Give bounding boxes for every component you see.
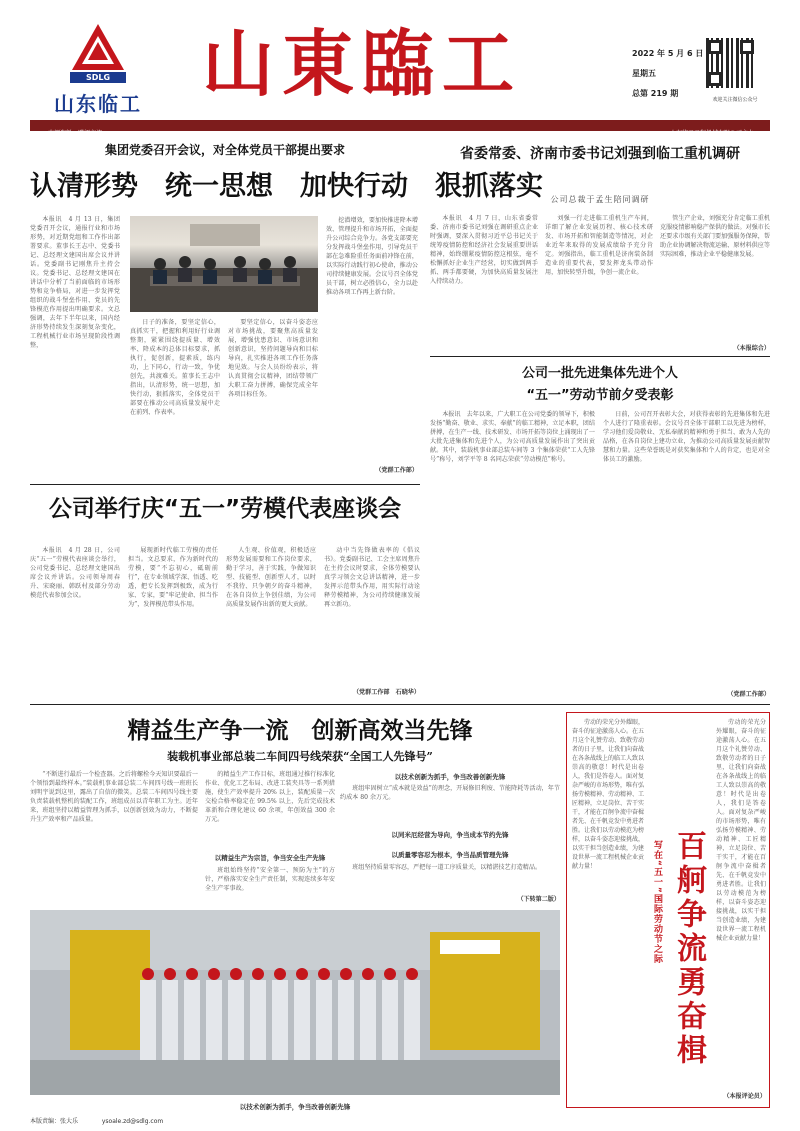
logo-cn: 山东临工: [54, 92, 142, 116]
qr-code-icon: [706, 38, 756, 88]
right-band-text: 山东临工工程机械有限公司主办: [669, 130, 754, 137]
article5-photo: [30, 910, 560, 1095]
article3-col2: 日前，公司召开表彰大会，对获得表彰的先进集体和先进个人进行了隆重表彰。会议号召全体干部职工以先进为榜样，学习他们爱岗敬业、无私奉献的精神和勇于担当、敢为人先的品格，在各自岗位上建功立业，为推动公司高质量发展贡献智慧和力量。这些荣誉既是对获奖集体和个人的肯定，也是对全体员工的激励。: [603, 411, 770, 463]
article1-col1: 本报讯 4 月 13 日，集团党委召开会议，通报行业和市场形势，对近期党组和工作作出部署要求。董事长王志中、党委书记、总经理文建国出席会议并讲话。党委副书记刚焦升主持会议。党委书记、总经理文建国在讲话中分析了当前面临的市场形势和竞争格局，对进一步发挥党组织的战斗堡垒作用、党员的先锋模范作用提出明确要求。文总强调，去年下半年以来，国内经济形势持续发生深刻复杂变化，工程机械行业市场呈现阶段性调整，: [30, 216, 120, 349]
article1-kicker: 集团党委召开会议，对全体党员干部提出要求: [104, 143, 345, 157]
footer: [30, 1116, 770, 1128]
article2-headline: 省委常委、济南市委书记刘强到临工重机调研: [460, 146, 740, 162]
article3-title: 公司一批先进集体先进个人: [521, 366, 678, 381]
issue-info: [632, 44, 712, 104]
sidebar-text-right: 劳动的荣光分外耀眼，奋斗的征途激荡人心。在五月这个礼赞劳动、致敬劳动者的日子里，让我们向奋战在各条战线上的临工人致以崇高的敬意！时代是出卷人，我们是答卷人。面对复杂严峻的市场形势，唯有弘扬劳模精神、劳动精神、工匠精神，立足岗位、苦干实干，才能在百舸争流中奋楫者先、在千帆竞发中勇进者胜。让我们以劳动模范为榜样，以奋斗姿态迎接挑战，以实干担当创造业绩，为建设世界一流工程机械企业贡献力量！: [716, 719, 766, 942]
logo-text: SDLG: [85, 73, 111, 82]
article5-sub1: 以技术创新为抓手，争当改善创新先锋: [394, 773, 506, 781]
issue-weekday: 星期五: [632, 69, 656, 78]
footer-editor: 本版责编：张大乐: [30, 1118, 79, 1125]
article5-sub2: 以精益生产为宗旨，争当安全生产先锋: [214, 854, 326, 862]
article1-col2: 日子的准备，要坚定信心，真抓实干，把握和利用好行业调整期，紧紧围绕提质量、增效率、降成本的总体目标要求，抓执行，促创新，提素质，练内功，上下同心，行动一致，争优创先，共渡难关。董事长王志中指出，认清形势，统一思想，加快行动，狠抓落实，全体党员干部要在推动公司高质量发展中走在前列、作表率。: [130, 319, 220, 416]
article4-endnote: （党群工作部 石晓华）: [352, 689, 420, 696]
article3-col1: 本报讯 去年以来，广大职工在公司党委的领导下，积极发扬“勤奋、敬业、求实、奉献”的临工精神，立足本职，团结拼搏，在生产一线、技术研发、市场开拓等岗位上涌现出了一大批先进集体和先进个人，为公司高质量发展作出了突出贡献。其中，装载机事业部总装车间等 3 个集体荣获“工人先锋号”称号，刘学平等 8 名同志荣获“劳动模范”称号。: [430, 411, 595, 463]
article3-endnote: （党群工作部）: [727, 691, 770, 698]
article4-col3: 人生观、价值观，积极适应形势发展需要和工作岗位要求，勤于学习，善于实践，争做知识型、技能型、创新型人才，以时不我待、只争朝夕的奋斗精神，在各自岗位上争创佳绩，为公司高质量发展作出新的更大贡献。: [226, 547, 316, 608]
article2-byline: 公司总裁于孟生陪同调研: [550, 195, 650, 204]
article5-col3: 班组始终坚持“安全第一、预防为主”的方针，严格落实安全生产责任制，实现连续多年安全生产零事故。: [205, 867, 335, 892]
masthead-title: 山東臨工: [202, 21, 523, 106]
article1-col3: 要坚定信心，以奋斗姿态应对市场挑战，要聚焦高质量发展，增强忧患意识、市场意识和创新意识，坚持问题导向和目标导向，扎实推进各项工作任务落地见效。与会人员纷纷表示，将认真贯彻会议精神，团结带领广大职工奋力拼搏，确保完成全年各项目标任务。: [228, 319, 318, 398]
article5-sub4: 以质量零容忍为根本，争当品质管理先锋: [391, 851, 509, 859]
divider: [30, 704, 770, 705]
article2-col3: 管生产企业，刘强充分肯定临工重机克服疫情影响稳产保供的做法。对强市长还要求市级有关部门要加强服务保障，帮助企业协调解决物流运输、原材料供应等实际困难，推动企业平稳健康发展。: [660, 215, 770, 258]
article1-endnote: （党群工作部）: [375, 467, 418, 474]
article4-col4: 动中当先锋做表率的《倡议书》。党委副书记、工会主席周焦升在主持会议时要求，全体劳模要认真学习领会文总讲话精神，进一步发挥示范带头作用，用实际行动诠释劳模精神，为公司持续健康发展再立新功。: [324, 547, 420, 608]
article5-subhead: 装载机事业部总装二车间四号线荣获“全国工人先锋号”: [167, 750, 433, 763]
logo: [38, 22, 158, 116]
article3-subtitle: “五一”劳动节前夕受表彰: [526, 388, 674, 403]
article4-col1: 本报讯 4 月 28 日，公司庆“五一”劳模代表座谈会举行，公司党委书记、总经理文建国出席会议并讲话。公司领导周春升、宋晓丽、韩跃村及部分劳动模范代表参加会议。: [30, 547, 120, 599]
article1-photo: [130, 216, 318, 312]
article1-headline: 认清形势 统一思想 加快行动 狠抓落实: [30, 171, 543, 202]
article5-col4: 班组牢固树立“成本就是效益”的理念，开展修旧利废、节能降耗等活动，年节约成本 80 余万元。: [340, 785, 560, 801]
issue-number: 总第 219 期: [632, 89, 679, 98]
qr-caption: 欢迎关注微信公众号: [712, 97, 758, 103]
sidebar-vertical: 写在“五一”国际劳动节之际: [652, 840, 662, 964]
left-band-text: 内部资料 赠阅交流: [48, 130, 103, 137]
article5-col1: “不断进行最后一个检查器。之后将螺栓今天知识要最后一个领悟到最终样本。”装载机事业部总装二车间四号线一班班长刘明宇说到这里，露出了自信的微笑。总装二车间四号线主要负责装载机整机的装配工作，班组成员以青年职工为主。近年来，班组坚持以精益管理为抓手，以创新创效为动力，不断提升生产效率和产品质量。: [30, 771, 198, 823]
article5-endnote: （下转第二版）: [517, 896, 560, 903]
divider: [430, 356, 770, 357]
article2-endnote: （本报综合）: [733, 345, 770, 352]
article5-col2: 的精益生产工作目标，班组通过推行标准化作业、优化工艺布局、改进工装夹具等一系列措施，使生产效率提升 20% 以上，装配质量一次交检合格率稳定在 99.5% 以上，先后完成技术革新和合理化建议 60 余项，年创效益 300 余万元。: [205, 771, 335, 823]
sidebar-endnote: （本报评论员）: [723, 1093, 766, 1100]
sidebar-big-title: 百舸争流勇奋楫: [671, 830, 706, 1068]
article2-col1: 本报讯 4 月 7 日，山东省委常委、济南市委书记刘强在调研重点企业时强调，要深入贯彻习近平总书记关于统筹疫情防控和经济社会发展重要讲话精神，始终绷紧疫情防控这根弦，毫不松懈抓好企业生产经营，切实做到两手抓、两手都要硬，为加快高质量发展注入持续动力。: [430, 215, 538, 285]
left-band: [30, 120, 410, 137]
right-band: [410, 120, 770, 137]
article1-col4: 挖潜增效，要加快推进降本增效、管理提升和市场开拓，全面提升公司综合竞争力。各党支部要充分发挥战斗堡垒作用，引导党员干部在急难险重任务面前冲锋在前，以实际行动践行初心使命，推动公司持续健康发展。会议号召全体党员干部，树立必胜信心，全力以赴推动各项工作再上新台阶。: [326, 217, 418, 296]
article5-bottom-sub: 以技术创新为抓手，争当改善创新先锋: [239, 1103, 351, 1111]
divider: [30, 484, 420, 485]
article4-headline: 公司举行庆“五一”劳模代表座谈会: [48, 496, 402, 522]
footer-email: ysoale.zd@sdlg.com: [101, 1118, 164, 1125]
issue-date: 2022 年 5 月 6 日: [632, 49, 704, 58]
article4-col2: 展现新时代临工劳模的责任担当。文总要求，作为新时代的劳模，要“不忘初心，砥砺前行”，在专业领域学深、悟透、吃透，把专长发挥到极致，成为行家、专家，要“牢记使命、担当作为”，发挥模范带头作用。: [128, 547, 218, 608]
article2-col2: 刘强一行走进临工重机生产车间，详细了解企业发展历程、核心技术研发、市场开拓和智能制造等情况，对企业近年来取得的发展成绩给予充分肯定。刘强指出，临工重机是济南装备制造业的重要代表，要发挥龙头带动作用，加快转型升级，争创一流企业。: [545, 215, 653, 276]
article5-sub3: 以同米厄经营为导向，争当成本节约先锋: [391, 831, 509, 839]
sidebar-text: 劳动的荣光分外耀眼，奋斗的征途激荡人心。在五月这个礼赞劳动、致敬劳动者的日子里，让我们向奋战在各条战线上的临工人致以崇高的敬意！时代是出卷人，我们是答卷人。面对复杂严峻的市场形势，唯有弘扬劳模精神、劳动精神、工匠精神，立足岗位、苦干实干，才能在百舸争流中奋楫者先、在千帆竞发中勇进者胜。让我们以劳动模范为榜样，以奋斗姿态迎接挑战，以实干担当创造业绩，为建设世界一流工程机械企业贡献力量！: [572, 719, 644, 870]
article5-headline: 精益生产争一流 创新高效当先锋: [127, 718, 473, 744]
article5-col5: 班组坚持质量零容忍，严把每一道工序质量关，以精湛技艺打造精品。: [352, 864, 542, 871]
